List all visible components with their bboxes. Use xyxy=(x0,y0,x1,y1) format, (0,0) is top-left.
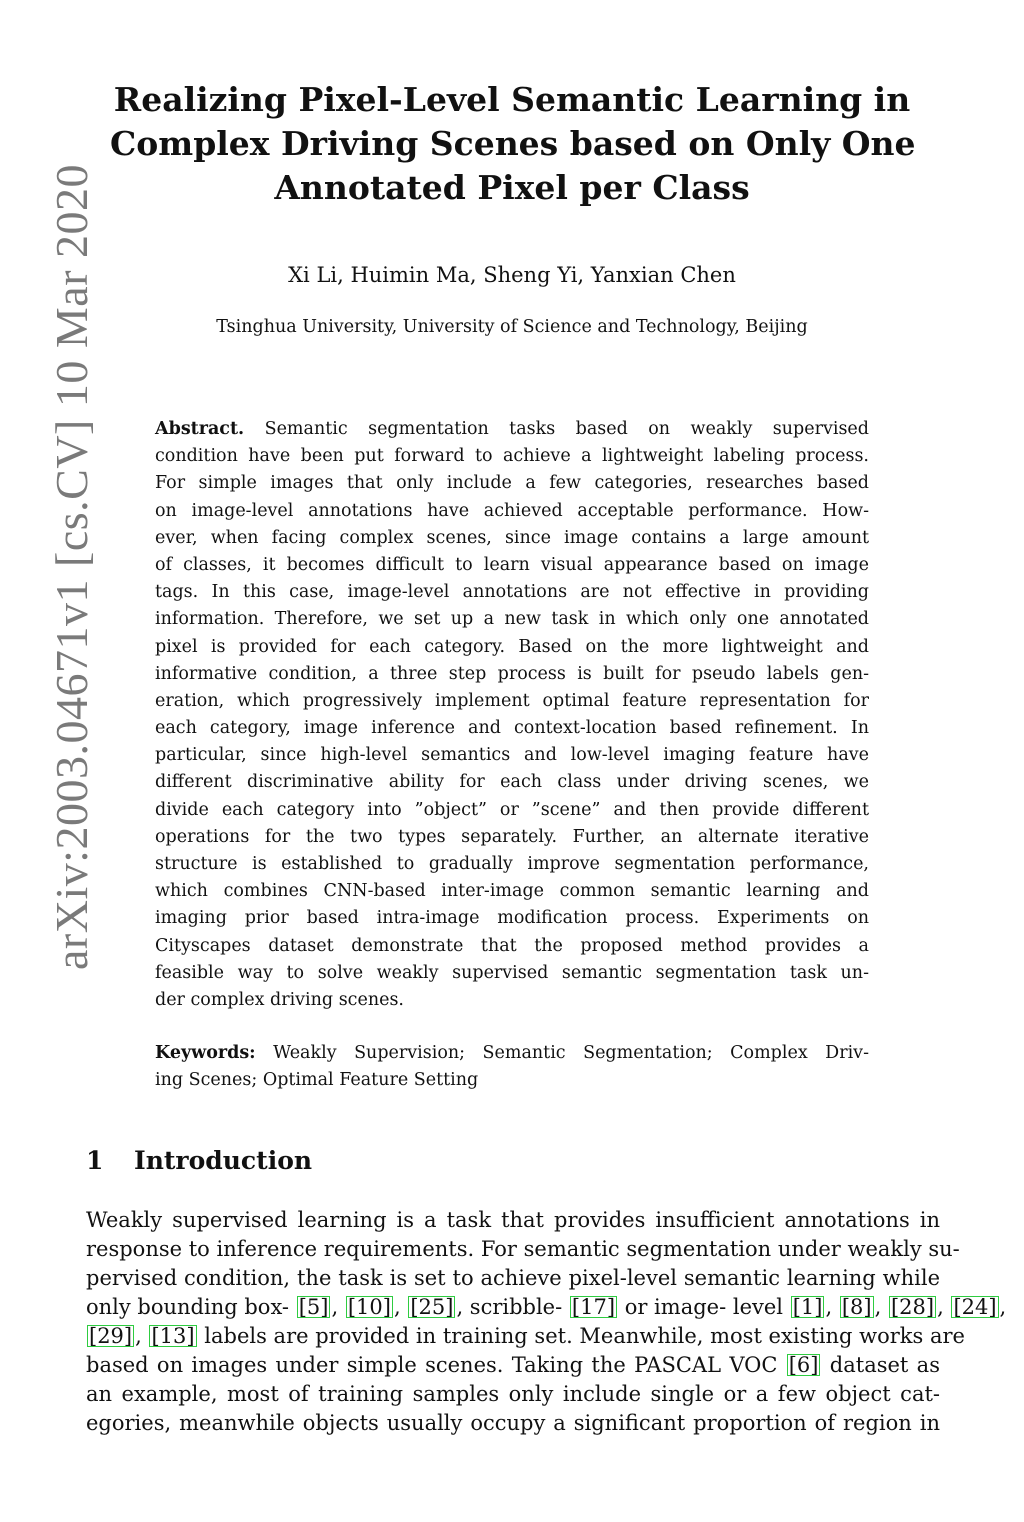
citation-link[interactable]: [13] xyxy=(151,1324,195,1348)
abstract-line: der complex driving scenes. xyxy=(155,989,404,1010)
abstract-line: tags. In this case, image-level annotations are not effective in providing xyxy=(155,582,869,603)
citation-link[interactable]: [8] xyxy=(841,1295,872,1319)
abstract-line: pixel is provided for each category. Based on the more lightweight and xyxy=(155,636,869,657)
abstract-line: imaging prior based intra-image modification process. Experiments on xyxy=(155,908,869,929)
abstract-line: Cityscapes dataset demonstrate that the proposed method provides a xyxy=(155,935,869,956)
body-line: [29] , [13] labels are provided in training set. Meanwhile, most existing works are xyxy=(89,1324,965,1348)
abstract-line: structure is established to gradually improve segmentation performance, xyxy=(155,854,869,874)
introduction-body xyxy=(86,1206,1007,1438)
citation-link[interactable]: [24] xyxy=(953,1295,997,1319)
body-line: response to inference requirements. For semantic segmentation under weakly su- xyxy=(86,1237,960,1261)
body-line: an example, most of training samples only include single or a few object cat- xyxy=(86,1382,940,1406)
abstract-line: ever, when facing complex scenes, since image contains a large amount xyxy=(155,527,869,548)
abstract-line: information. Therefore, we set up a new task in which only one annotated xyxy=(155,609,869,630)
body-line: based on images under simple scenes. Taking the PASCAL VOC [6] dataset as xyxy=(86,1353,940,1377)
body-line: only bounding box- [5] , [10] , [25] , scribble- [17] or image- level [1] , [8] , [28] , [24] , xyxy=(86,1295,1007,1319)
title-line: Realizing Pixel-Level Semantic Learning in xyxy=(113,80,911,119)
abstract-line: condition have been put forward to achieve a lightweight labeling process. xyxy=(155,446,869,467)
keywords-line: Keywords: Weakly Supervision; Semantic Segmentation; Complex Driv- xyxy=(155,1043,869,1063)
author-list: Xi Li, Huimin Ma, Sheng Yi, Yanxian Chen xyxy=(288,263,736,287)
body-line: Weakly supervised learning is a task that provides insufficient annotations in xyxy=(86,1208,940,1232)
body-line: egories, meanwhile objects usually occupy a significant proportion of region in xyxy=(86,1411,940,1435)
citation-link[interactable]: [28] xyxy=(890,1295,935,1319)
abstract-line: feasible way to solve weakly supervised semantic segmentation task un- xyxy=(155,962,869,983)
abstract-line: each category, image inference and context-location based refinement. In xyxy=(155,718,869,739)
abstract-line: which combines CNN-based inter-image common semantic learning and xyxy=(155,881,869,902)
abstract-line: divide each category into ”object” or ”scene” and then provide different xyxy=(155,799,869,820)
keywords-label: Keywords: xyxy=(155,1043,256,1063)
affiliation: Tsinghua University, University of Science and Technology, Beijing xyxy=(216,317,808,337)
section-heading xyxy=(86,1144,312,1178)
abstract-label: Abstract. xyxy=(155,419,245,439)
abstract-line: on image-level annotations have achieved acceptable performance. How- xyxy=(155,500,869,521)
citation-link[interactable]: [1] xyxy=(792,1295,823,1319)
abstract-line: operations for the two types separately. Further, an alternate iterative xyxy=(155,826,869,847)
title-line: Annotated Pixel per Class xyxy=(274,168,750,207)
abstract-line: of classes, it becomes difficult to learn visual appearance based on image xyxy=(155,554,869,575)
keywords xyxy=(155,1040,869,1094)
section-number: 1 xyxy=(86,1146,104,1175)
abstract-line: informative condition, a three step process is built for pseudo labels gen- xyxy=(155,663,869,684)
title-line: Complex Driving Scenes based on Only One xyxy=(110,124,916,163)
body-line: pervised condition, the task is set to achieve pixel-level semantic learning while xyxy=(86,1266,940,1290)
keywords-line: ing Scenes; Optimal Feature Setting xyxy=(155,1070,479,1090)
paper-title xyxy=(110,78,914,210)
citation-link[interactable]: [6] xyxy=(788,1353,819,1377)
citation-link[interactable]: [25] xyxy=(410,1295,454,1319)
abstract-line: For simple images that only include a few categories, researches based xyxy=(155,473,869,494)
citation-link[interactable]: [29] xyxy=(89,1324,133,1348)
abstract xyxy=(155,416,869,1014)
abstract-line: eration, which progressively implement optimal feature representation for xyxy=(155,690,869,711)
abstract-line: different discriminative ability for each class under driving scenes, we xyxy=(155,772,869,793)
abstract-line: particular, since high-level semantics and low-level imaging feature have xyxy=(155,745,869,766)
citation-link[interactable]: [5] xyxy=(298,1295,329,1319)
citation-link[interactable]: [10] xyxy=(347,1295,391,1319)
arxiv-identifier-stamp: arXiv:2003.04671v1 [cs.CV] 10 Mar 2020 xyxy=(46,163,97,970)
citation-link[interactable]: [17] xyxy=(571,1295,616,1319)
abstract-line: Abstract. Semantic segmentation tasks based on weakly supervised xyxy=(155,419,869,439)
section-title: Introduction xyxy=(134,1146,313,1175)
